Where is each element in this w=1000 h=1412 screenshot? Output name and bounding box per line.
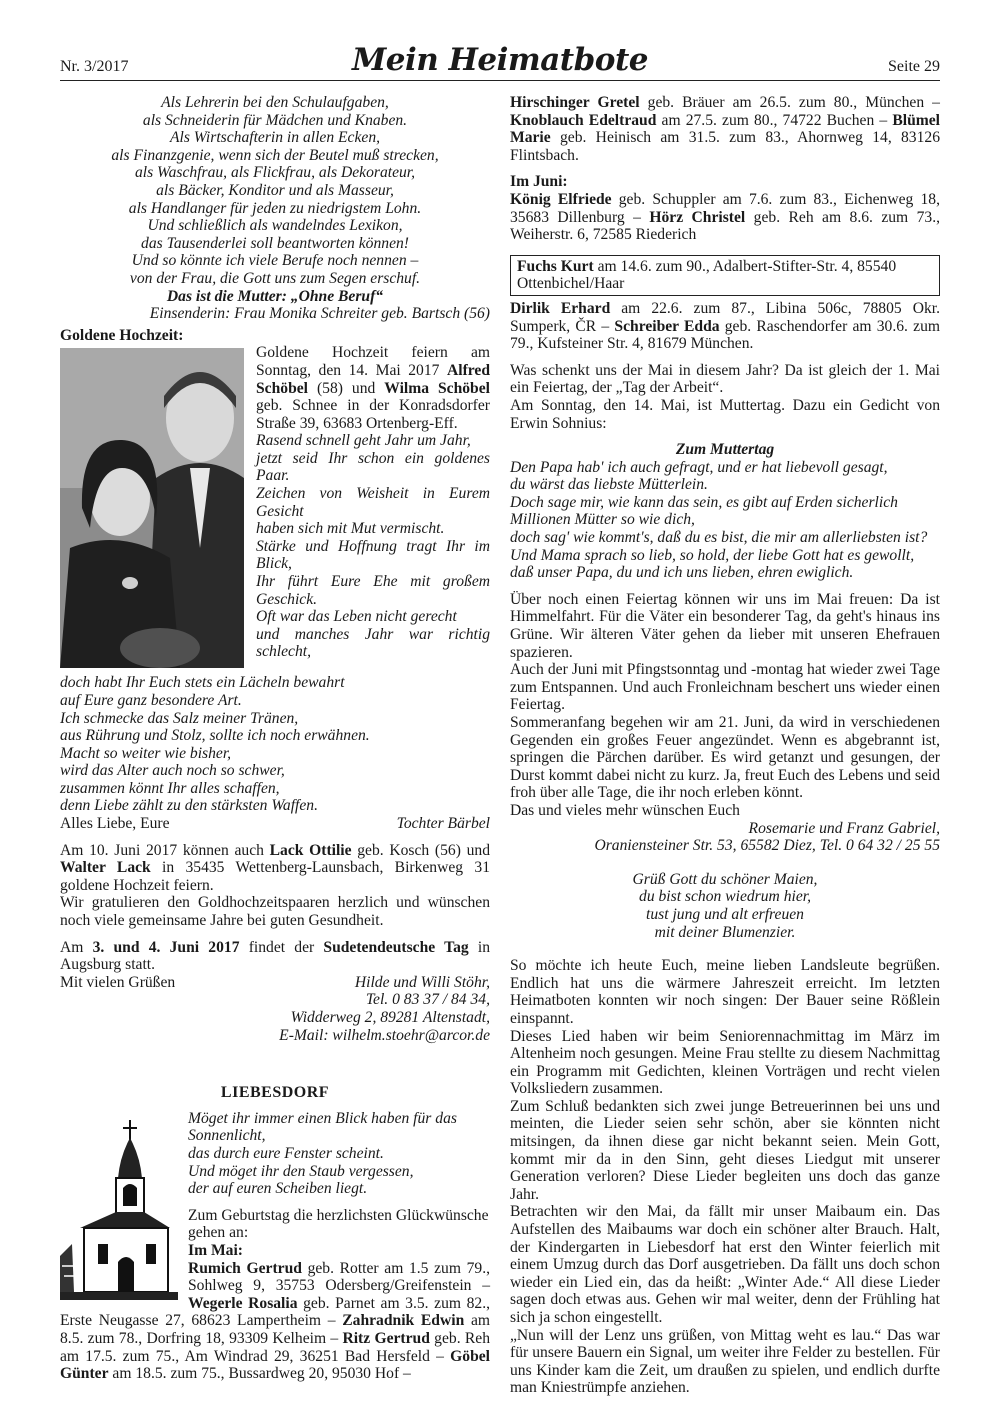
poem-line: Und schließlich als wandelndes Lexikon, — [147, 217, 403, 235]
birthday-intro: Zum Geburtstag die herzlichsten Glückwünsche gehen an: — [188, 1206, 489, 1242]
poem-line: Millionen Mütter so wie dich, — [510, 511, 695, 529]
text-run: Goldene Hochzeit feiern am Sonntag, den 14. Mai 2017 — [256, 344, 490, 379]
poem-line: Stärke und Hoffnung tragt Ihr im Blick, — [256, 537, 490, 573]
person-name: Hörz Christel — [649, 208, 746, 226]
person-name: Walter Lack — [60, 859, 151, 877]
person-name: Göbel Günter — [60, 1347, 490, 1383]
poem-line: aus Rührung und Stolz, sollte ich noch erwähnen. — [60, 727, 370, 745]
sender-line: Widderweg 2, 89281 Altenstadt, — [290, 1009, 490, 1026]
right-column — [510, 94, 940, 1397]
text-run: geb. Reh am 8.6. zum 73., Weiherstr. 6, 72585 Riederich — [510, 208, 941, 244]
text-run: geb. Raschendorfer am 30.6. zum 79., Kufsteiner Str. 4, 81679 München. — [510, 317, 940, 353]
author-address: Oraniensteiner Str. 53, 65582 Diez, Tel. 0 64 32 / 25 55 — [594, 837, 940, 855]
poem-line: Den Papa hab' ich auch gefragt, und er hat liebevoll gesagt, — [510, 458, 888, 476]
text-run: geb. Schuppler am 7.6. zum 83., Eichenweg 18, 35683 Dillenburg – — [510, 190, 940, 226]
poem-signature — [60, 815, 490, 833]
newsletter-title: Mein Heimatbote — [351, 42, 649, 78]
poem-line: haben sich mit Mut vermischt. — [256, 520, 445, 538]
songs-paragraph: Zum Schluß bedankten sich zwei junge Betreuerinnen bei uns und meinten, die Lieder seien sehr schön, aber sie könnten nicht mitsingen, da ihnen diese gar nicht bekannt seien. Mein Gott, kommt mir da in den Sinn, geht dieses Liedgut mit unserer Generation verloren? Diese Lieder begleiten uns doch das ganze Jahr. — [510, 1097, 940, 1203]
person-name: Alfred Schöbel — [256, 361, 490, 397]
couple-photo — [60, 348, 244, 668]
sender-line: Hilde und Willi Stöhr, — [354, 973, 490, 991]
greeting-paragraph: So möchte ich heute Euch, meine lieben Landsleute begrüßen. Endlich hat uns die wärmere Jahreszeit erreicht. Im letzten Heimatboten konnten wir noch singen: Der Bauer seine Rößlein einspannt. — [510, 957, 940, 1027]
june-birthdays-continued — [510, 300, 940, 353]
person-name: Zahradnik Edwin — [342, 1312, 465, 1330]
poem-line: Rasend schnell geht Jahr um Jahr, — [256, 432, 471, 450]
sender-line: Tel. 0 83 37 / 84 34, — [365, 991, 490, 1009]
text-run: geb. Parnet am 3.5. zum 82., Erste Neugasse 27, 68623 Lampertheim – — [60, 1294, 490, 1330]
text-run: in 35435 Wettenberg-Launsbach, Birkenweg 31 goldene Hochzeit feiern. — [60, 859, 490, 894]
person-name: Rumich Gertrud — [188, 1259, 302, 1277]
mother-poem — [60, 94, 490, 323]
senior-afternoon-paragraph: Dieses Lied haben wir beim Seniorennachmittag im März im Altenheim noch gesungen. Meine Frau stellte zu diesem Nachmittag ein Programm mit Gedichten, kleinen Vorträgen und recht vielen Volksliedern zusammen. — [510, 1027, 940, 1098]
highlight-birthday — [517, 258, 933, 293]
signature-left: Alles Liebe, Eure — [60, 815, 170, 833]
poem-line: Grüß Gott du schöner Maien, — [632, 870, 818, 888]
text-run: geb. Reh am 17.5. zum 75., Am Windrad 29, 36251 Bad Hersfeld – — [60, 1329, 490, 1365]
may-paragraph: Was schenkt uns der Mai in diesem Jahr? Da ist gleich der 1. Mai ein Feiertag, der „Tag der Arbeit“. — [510, 361, 940, 397]
poem-line: von der Frau, die Gott uns zum Segen erschuf. — [129, 269, 421, 287]
author-name: Rosemarie und Franz Gabriel, — [748, 819, 940, 837]
left-column — [60, 94, 490, 1383]
person-name: Dirlik Erhard — [510, 299, 611, 317]
person-name: Fuchs Kurt — [517, 257, 594, 275]
person-name: Schreiber Edda — [614, 317, 720, 335]
text-run: in Augsburg statt. — [60, 938, 491, 974]
person-name: Wilma Schöbel — [384, 379, 490, 397]
maypole-paragraph: Betrachten wir den Mai, da fällt mir unser Maibaum ein. Das Aufstellen des Maibaums war doch ein schöner alter Brauch. Halt, der Kindergarten in Liebesdorf hat erst den Winter feierlich mit einem Umzug durch das Dorf ausgetrieben. Da fällt uns doch schon wieder ein Lied ein, das da heißt: „Winter Ade.“ All diese Lieder sagen doch etwas aus. Gehen wir mal weiter, denn der Frühling hat sich ja schon eingestellt. — [510, 1203, 940, 1326]
poem-line: als Handlanger für jeden zu niedrigstem Lohn. — [128, 199, 422, 217]
congratulation-text: Wir gratulieren den Goldhochzeitspaaren herzlich und wünschen noch viele gemeinsame Jahre bei guten Gesundheit. — [60, 894, 490, 930]
liebesdorf-section — [60, 1110, 490, 1383]
poem-line: Doch sage mir, wie kann das sein, es gibt auf Erden sicherlich — [510, 493, 898, 511]
header-divider — [60, 80, 940, 81]
poem-line: als Bäcker, Konditor und als Masseur, — [156, 181, 394, 199]
poem-line: Als Lehrerin bei den Schulaufgaben, — [161, 94, 389, 111]
poem-line: daß unser Papa, du und ich uns lieben, ehren ewiglich. — [510, 564, 854, 582]
poem-line: als Waschfrau, als Flickfrau, als Dekorateur, — [134, 164, 416, 182]
poem-line: Und möget ihr den Staub vergessen, — [188, 1162, 414, 1180]
person-name: Hirschinger Gretel — [510, 94, 640, 111]
poem-line: das Tausenderlei soll beantworten können! — [141, 234, 409, 252]
issue-number: Nr. 3/2017 — [60, 58, 129, 75]
poem-line: als Schneiderin für Mädchen und Knaben. — [142, 111, 408, 129]
text-run: geb. Kosch (56) und — [351, 841, 490, 859]
text-run: Am 10. Juni 2017 können auch — [60, 841, 270, 859]
text-run: am 8.5. zum 78., Dorfring 18, 93309 Kelheim – — [60, 1312, 490, 1347]
person-name: Lack Ottilie — [269, 841, 352, 859]
poem-line: jetzt seid Ihr schon ein goldenes Paar. — [256, 449, 490, 485]
signature-right: Tochter Bärbel — [396, 815, 490, 833]
poem-line: Möget ihr immer einen Blick haben für das Sonnenlicht, — [188, 1109, 457, 1145]
sender-block — [60, 974, 490, 1044]
poem-line: wird das Alter auch noch so schwer, — [60, 762, 285, 780]
midsummer-paragraph: Sommeranfang begehen wir am 21. Juni, da wird in verschiedenen Gegenden ein großes Feuer angezündet. Wenn es abgebrannt ist, springen die Pärchen darüber. Es wird getanzt und gesungen, der Durst kommt dabei nicht zu kurz. Ja, freut Euch des Lebens und seid froh über alle Tage, die ihr noch erleben könnt. — [510, 714, 940, 802]
text-run: am 27.5. zum 80., 74722 Buchen – — [656, 111, 893, 129]
june-heading: Im Juni: — [510, 173, 568, 191]
poem-line: Ich schmecke das Salz meiner Tränen, — [60, 709, 299, 727]
poem-line: du wärst das liebste Mütterlein. — [510, 476, 708, 494]
poem-sender: Einsenderin: Frau Monika Schreiter geb. Bartsch (56) — [149, 305, 490, 323]
person-name: Knoblauch Edeltraud — [510, 111, 657, 129]
poem-line: als Finanzgenie, wenn sich der Beutel muß strecken, — [111, 146, 439, 164]
poem-line: Zeichen von Weisheit in Eurem Gesicht — [256, 485, 490, 520]
text-run: geb. Rotter am 1.5 zum 79., Sohlweg 9, 35753 Odersberg/Greifenstein – — [188, 1259, 490, 1295]
ascension-paragraph: Über noch einen Feiertag können wir uns im Mai freuen: Da ist Himmelfahrt. Für die Väter ein besonderer Tag, da geht's hinaus ins Grüne. Wir älteren Väter gehen da lieber mit unseren Ehefrauen spazieren. — [510, 590, 940, 661]
liebesdorf-title: LIEBESDORF — [220, 1084, 330, 1102]
person-name: König Elfriede — [510, 190, 612, 208]
text-run: am 14.6. zum 90., Adalbert-Stifter-Str. 4, 85540 Ottenbichel/Haar — [517, 257, 897, 293]
poem-line: mit deiner Blumenzier. — [654, 923, 796, 941]
text-run: findet der — [239, 938, 324, 956]
poem-line: du bist schon wiedrum hier, — [639, 888, 811, 906]
may-birthdays-continued — [510, 94, 940, 164]
poem-line: das durch eure Fenster scheint. — [188, 1144, 384, 1162]
person-name: Ritz Gertrud — [342, 1329, 430, 1347]
text-run: Am — [60, 938, 93, 956]
sender-line: E-Mail: wilhelm.stoehr@arcor.de — [279, 1026, 490, 1044]
text-run: am 18.5. zum 75., Bussardweg 20, 95030 Hof – — [108, 1365, 411, 1383]
sudeten-text — [60, 939, 490, 974]
text-run: geb. Heinisch am 31.5. zum 83., Ahornweg 14, 83126 Flintsbach. — [510, 129, 940, 164]
poem-line: doch sag' wie kommt's, daß du es bist, die mir am allerliebsten ist? — [510, 529, 928, 547]
june-birthdays — [510, 191, 940, 244]
highlight-birthday-box — [510, 255, 940, 296]
poem-line: denn Liebe zählt zu den stärksten Waffen. — [60, 797, 318, 815]
person-name: Blümel Marie — [510, 111, 940, 147]
text-run: am 22.6. zum 87., Libina 506c, 78805 Okr. Sumperk, ČR – — [510, 299, 940, 335]
poem-line: doch habt Ihr Euch stets ein Lächeln bewahrt — [60, 674, 345, 692]
golden-wedding-section — [60, 344, 490, 832]
text-run: geb. Schnee in der Konradsdorfer Straße 39, 63683 Ortenberg-Eff. — [256, 397, 490, 432]
poem-title: Zum Muttertag — [675, 441, 775, 459]
page-number: Seite 29 — [888, 58, 940, 75]
wishes-paragraph: Das und vieles mehr wünschen Euch — [510, 801, 740, 819]
poem-line: tust jung und alt erfreuen — [646, 905, 804, 923]
lack-couple-text — [60, 842, 490, 895]
text-run: geb. Bräuer am 26.5. zum 80., München – — [639, 94, 940, 111]
poem-line: und manches Jahr war richtig schlecht, — [256, 625, 490, 661]
pentecost-paragraph: Auch der Juni mit Pfingstsonntag und -montag hat wieder zwei Tage zum Entspannen. Und auch Fronleichnam beschert uns wieder einen Feiertag. — [510, 661, 940, 714]
spring-paragraph: „Nun will der Lenz uns grüßen, von Mittag weht es lau.“ Das war für unsere Bauern ein Signal, um weiter ihre Felder zu bestellen. Für uns Kinder kam die Zeit, um draußen zu spielen, und endlich durfte man Kniestrümpfe anziehen. — [510, 1326, 940, 1397]
poem-line: Und Mama sprach so lieb, so hold, der liebe Gott hat es gewollt, — [510, 546, 915, 564]
poem-line: Oft war das Leben nicht gerecht — [256, 608, 457, 626]
page-header — [60, 30, 940, 80]
poem-line: zusammen könnt Ihr alles schaffen, — [60, 779, 280, 797]
poem-closing: Das ist die Mutter: „Ohne Beruf“ — [166, 287, 384, 305]
poem-line: Macht so weiter wie bisher, — [60, 744, 232, 762]
text-run: (58) und — [308, 379, 385, 397]
event-name: Sudetendeutsche Tag — [323, 938, 469, 956]
person-name: Wegerle Rosalia — [188, 1294, 298, 1312]
poem-line: Ihr führt Eure Ehe mit großem Geschick. — [256, 573, 490, 608]
sender-address — [279, 974, 490, 1044]
greeting: Mit vielen Grüßen — [60, 973, 176, 991]
couple-photo-image — [60, 348, 244, 668]
poem-line: der auf euren Scheiben liegt. — [188, 1180, 368, 1198]
event-date: 3. und 4. Juni 2017 — [92, 938, 240, 956]
golden-wedding-heading: Goldene Hochzeit: — [60, 326, 184, 344]
poem-line: auf Eure ganz besondere Art. — [60, 691, 242, 709]
poem-line: Als Wirtschafterin in allen Ecken, — [169, 129, 381, 147]
church-illustration — [60, 1116, 178, 1306]
church-icon — [60, 1116, 178, 1306]
may-heading: Im Mai: — [188, 1241, 243, 1259]
poem-line: Und so könnte ich viele Berufe noch nennen – — [131, 252, 419, 270]
mothers-day-paragraph: Am Sonntag, den 14. Mai, ist Muttertag. Dazu ein Gedicht von Erwin Sohnius: — [510, 396, 940, 432]
